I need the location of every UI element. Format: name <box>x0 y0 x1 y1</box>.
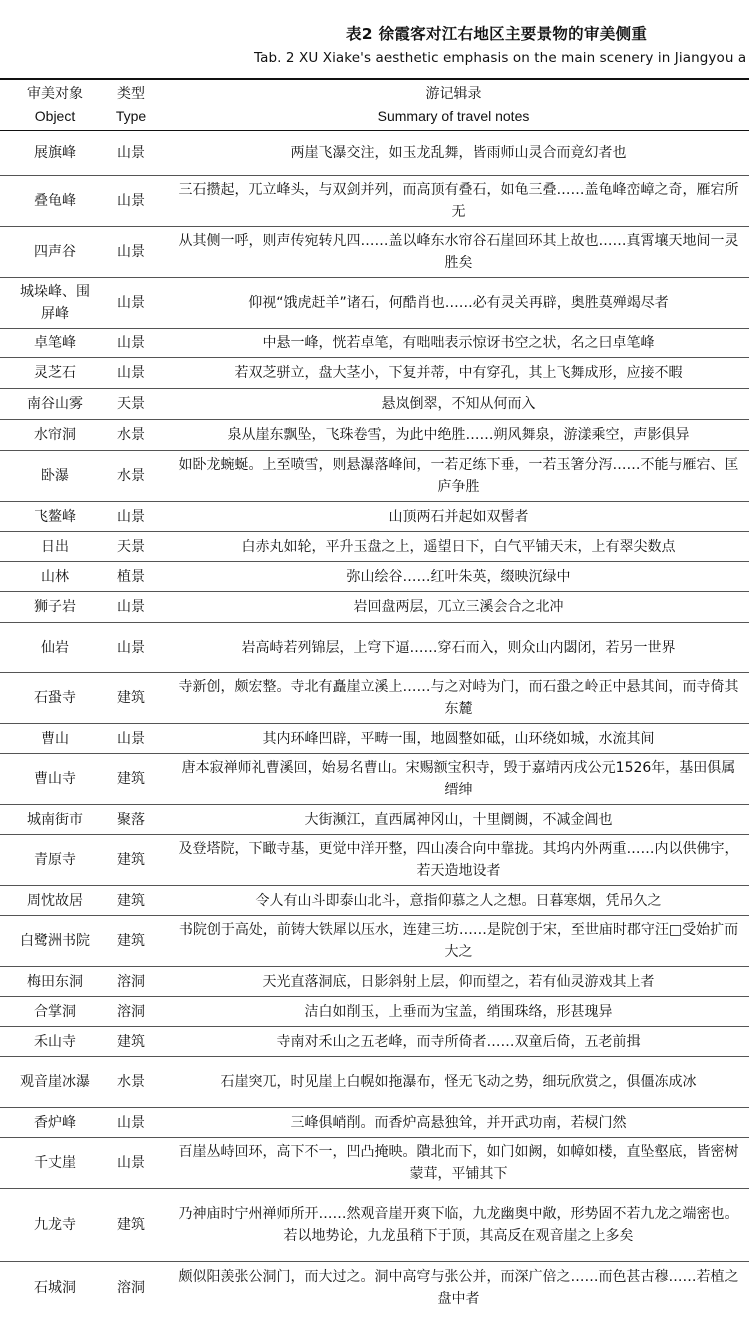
cell-type: 建筑 <box>117 933 145 949</box>
cell-type: 建筑 <box>117 771 145 787</box>
cell-object: 青原寺 <box>34 852 76 868</box>
cell-object: 山林 <box>41 568 69 585</box>
cell-notes: 大街濒江，直西属神冈山，十里阛阓，不减金阊也 <box>304 811 613 828</box>
cell-type: 建筑 <box>117 852 145 868</box>
table-row <box>0 278 749 329</box>
table-row <box>0 592 749 623</box>
table-body <box>0 131 749 1313</box>
cell-notes: 寺南对禾山之五老峰，而寺所倚者……双童后倚，五老前揖 <box>276 1033 641 1050</box>
cell-type: 山景 <box>117 508 145 525</box>
cell-object: 石蛩寺 <box>34 690 76 706</box>
cell-object: 城垛峰、围屏峰 <box>20 284 90 322</box>
cell-notes: 乃神庙时宁州禅师所开……然观音崖开爽下临，九龙幽奥中敞，形势固不若九龙之端密也。若以地势论，九龙虽稍下于顶，其高反在观音崖之上多矣 <box>178 1206 739 1244</box>
cell-type: 山景 <box>117 295 145 311</box>
cell-notes: 唐本寂禅师礼曹溪回，始易名曹山。宋赐额宝积寺，毁于嘉靖丙戌公元1526年，基田俱属缙绅 <box>181 760 736 798</box>
cell-object: 香炉峰 <box>34 1114 76 1131</box>
cell-type: 山景 <box>117 599 145 615</box>
cell-type: 天景 <box>117 538 145 555</box>
table-row <box>0 805 749 835</box>
cell-notes: 百崖丛峙回环，高下不一，凹凸掩映。隤北而下，如门如阙，如幛如楼，直坠壑底，皆密树蒙茸，平铺其下 <box>178 1144 739 1182</box>
cell-object: 南谷山雾 <box>27 396 83 412</box>
cell-type: 水景 <box>117 427 145 443</box>
table-row <box>0 754 749 805</box>
table-row <box>0 1108 749 1138</box>
cell-type: 聚落 <box>117 811 145 828</box>
cell-type: 水景 <box>117 468 145 484</box>
cell-notes: 寺新创，颇宏整。寺北有矗崖立溪上……与之对峙为门，而石蛩之岭正中悬其间，而寺倚其东麓 <box>178 679 739 717</box>
cell-notes: 三石攒起，兀立峰头，与双剑并列，而高顶有叠石，如龟三叠……盖龟峰峦嶂之奇，雁宕所无 <box>178 182 739 220</box>
cell-notes: 石崖突兀，时见崖上白幌如拖瀑布，怪无飞动之势，细玩欣赏之，俱僵冻成冰 <box>220 1074 697 1090</box>
cell-type: 山景 <box>117 1155 145 1171</box>
cell-type: 山景 <box>117 639 145 656</box>
cell-object: 卧瀑 <box>41 468 69 484</box>
table-row <box>0 451 749 502</box>
cell-type: 山景 <box>117 335 145 351</box>
cell-notes: 岩回盘两层，兀立三溪会合之北冲 <box>353 599 564 615</box>
cell-type: 山景 <box>117 1114 145 1131</box>
cell-notes: 中悬一峰，恍若卓笔，有咄咄表示惊讶书空之状，名之曰卓笔峰 <box>262 335 655 351</box>
cell-object: 仙岩 <box>41 639 69 656</box>
cell-object: 曹山寺 <box>34 771 76 787</box>
cell-notes: 如卧龙蜿蜒。上至喷雪，则悬瀑落峰间，一若疋练下垂，一若玉箸分泻……不能与雁宕、匡庐争胜 <box>178 457 739 495</box>
header-notes-en: Summary of travel notes <box>377 108 530 124</box>
cell-object: 日出 <box>41 538 69 555</box>
cell-notes: 及登塔院，下瞰寺基，更觉中洋开整，四山凑合向中靠拢。其坞内外两重……内以供佛宇，若天造地设者 <box>178 841 739 879</box>
cell-notes: 泉从崖东飘坠，飞珠卷雪，为此中绝胜……朔风舞泉，游漾乘空，声影俱异 <box>227 427 690 443</box>
table-row <box>0 1057 749 1108</box>
table-caption <box>0 0 749 78</box>
table-row <box>0 176 749 227</box>
table-row <box>0 358 749 389</box>
header-object-en: Object <box>34 108 76 124</box>
table-row <box>0 502 749 532</box>
cell-notes: 弥山绘谷……红叶朱英，缀映沉绿中 <box>346 568 571 585</box>
cell-type: 建筑 <box>117 690 145 706</box>
header-type <box>106 80 156 130</box>
table-row <box>0 967 749 997</box>
cell-type: 山景 <box>117 145 145 161</box>
table-row <box>0 673 749 724</box>
cell-type: 植景 <box>117 568 145 585</box>
table-row <box>0 623 749 673</box>
cell-object: 灵芝石 <box>34 365 76 381</box>
table-row <box>0 724 749 754</box>
table-row <box>0 1027 749 1057</box>
cell-type: 山景 <box>117 193 145 209</box>
cell-notes: 从其侧一呼，则声传宛转凡四……盖以峰东水帘谷石崖回环其上故也……真霄壤天地间一灵胜矣 <box>178 233 739 271</box>
cell-notes: 悬岚倒翠，不知从何而入 <box>381 396 536 412</box>
cell-notes: 三峰俱峭削。而香炉高悬独耸，并开武功南，若棂门然 <box>290 1114 627 1131</box>
cell-object: 狮子岩 <box>34 599 76 615</box>
table-row <box>0 1138 749 1189</box>
header-object <box>0 80 110 130</box>
table-row <box>0 420 749 451</box>
cell-object: 千丈崖 <box>34 1155 76 1171</box>
cell-type: 建筑 <box>117 892 145 909</box>
cell-notes: 山顶两石并起如双髻者 <box>388 508 529 525</box>
cell-type: 山景 <box>117 730 145 747</box>
cell-type: 溶洞 <box>117 1279 145 1296</box>
cell-notes: 其内环峰凹辟，平畴一围，地圆整如砥，山环绕如城，水流其间 <box>262 730 655 747</box>
cell-type: 山景 <box>117 244 145 260</box>
table-row <box>0 389 749 420</box>
cell-notes: 仰视“饿虎赶羊”诸石，何酷肖也……必有灵关再辟，奥胜莫殚竭尽者 <box>248 295 669 311</box>
caption-chinese: 表2 徐霞客对江右地区主要景物的审美侧重 <box>346 25 648 43</box>
header-type-en: Type <box>115 108 147 124</box>
header-notes-zh: 游记辑录 <box>425 86 482 102</box>
cell-notes: 两崖飞瀑交注，如玉龙乱舞，皆雨师山灵合而竟幻者也 <box>290 145 627 161</box>
cell-object: 石城洞 <box>34 1279 76 1296</box>
cell-object: 九龙寺 <box>34 1217 76 1233</box>
cell-object: 飞鳌峰 <box>34 508 76 525</box>
cell-notes: 白赤丸如轮，平升玉盘之上，遥望日下，白气平铺天末，上有翠尖数点 <box>241 538 676 555</box>
cell-object: 白鹭洲书院 <box>20 933 90 949</box>
table-row <box>0 1262 749 1313</box>
table-header <box>0 80 749 130</box>
cell-notes: 洁白如削玉，上垂而为宝盖，绡围珠络，形甚瑰异 <box>304 1003 613 1020</box>
table-row <box>0 131 749 176</box>
table-row <box>0 227 749 278</box>
header-notes <box>158 80 749 130</box>
cell-notes: 令人有山斗即泰山北斗，意指仰慕之人之想。日暮寒烟，凭吊久之 <box>255 892 662 909</box>
cell-object: 展旗峰 <box>34 145 76 161</box>
cell-object: 水帘洞 <box>34 427 76 443</box>
cell-object: 四声谷 <box>34 244 76 260</box>
table-row <box>0 997 749 1027</box>
cell-notes: 颇似阳羡张公洞门，而大过之。洞中高穹与张公并，而深广倍之……而色甚古穆……若植之盘中者 <box>178 1268 739 1307</box>
cell-object: 合掌洞 <box>34 1003 76 1020</box>
cell-notes: 若双芝骈立，盘大茎小，下复并蒂，中有穿孔，其上飞舞成形，应接不暇 <box>234 365 683 381</box>
cell-object: 周忱故居 <box>27 892 83 909</box>
cell-type: 溶洞 <box>117 1003 145 1020</box>
cell-type: 水景 <box>117 1074 145 1090</box>
table-row <box>0 562 749 592</box>
table-row <box>0 532 749 562</box>
table-row <box>0 1189 749 1262</box>
cell-object: 观音崖冰瀑 <box>20 1074 90 1090</box>
caption-english: Tab. 2 XU Xiake's aesthetic emphasis on the main scenery in Jiangyou a <box>254 50 747 66</box>
cell-object: 城南街市 <box>27 811 83 828</box>
cell-notes: 岩高峙若列锦层，上穹下逼……穿石而入，则众山内閟闭，若另一世界 <box>241 639 676 656</box>
table-row <box>0 886 749 916</box>
cell-type: 山景 <box>117 365 145 381</box>
cell-type: 溶洞 <box>117 973 145 990</box>
cell-object: 禾山寺 <box>34 1033 76 1050</box>
cell-object: 梅田东洞 <box>27 973 83 990</box>
cell-type: 建筑 <box>117 1033 145 1050</box>
table-row <box>0 329 749 358</box>
cell-type: 建筑 <box>117 1217 145 1233</box>
header-type-zh: 类型 <box>117 86 145 102</box>
table-row <box>0 835 749 886</box>
cell-notes: 天光直落洞底，日影斜射上层，仰而望之，若有仙灵游戏其上者 <box>262 973 655 990</box>
cell-object: 卓笔峰 <box>34 335 76 351</box>
cell-object: 曹山 <box>41 730 69 747</box>
cell-object: 叠龟峰 <box>34 193 76 209</box>
header-object-zh: 审美对象 <box>27 86 83 102</box>
table-row <box>0 916 749 967</box>
cell-notes: 书院创于高处，前铸大铁犀以压水，连建三坊……是院创于宋，至世庙时郡守汪□受始扩而大之 <box>178 922 739 960</box>
cell-type: 天景 <box>117 396 145 412</box>
